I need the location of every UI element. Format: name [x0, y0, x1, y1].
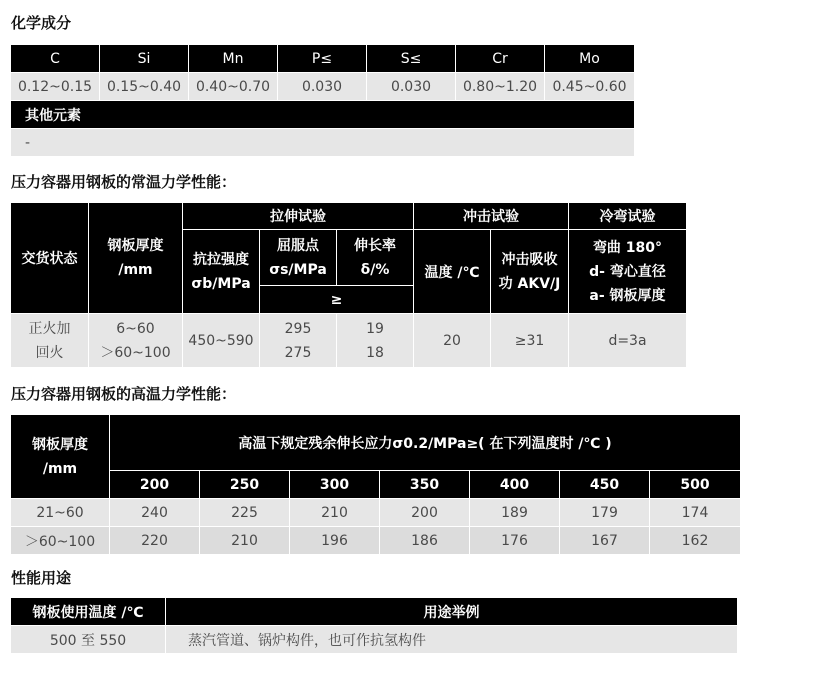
high-header-thickness [11, 415, 110, 499]
room-header-elong-line1: 伸长率 [354, 237, 396, 254]
room-cell-yield-line1: 295 [284, 320, 312, 337]
usage-cell-temp: 500 至 550 [11, 626, 166, 654]
room-header-absorb-line2: 功 AKV/J [498, 275, 561, 292]
high-header-temp-200: 200 [110, 471, 200, 499]
room-header-yield-line2: σs/MPa [269, 261, 327, 278]
room-cell-delivery-line2: 回火 [35, 344, 64, 361]
room-section-title: 压力容器用钢板的常温力学性能： [11, 173, 237, 191]
high-row1-value: 210 [290, 499, 380, 527]
high-row2-thickness: ＞60~100 [11, 527, 110, 555]
high-row1-thickness: 21~60 [11, 499, 110, 527]
room-cell-elong-line1: 19 [366, 320, 384, 337]
usage-table [10, 597, 738, 654]
room-header-impact: 冲击试验 [414, 203, 569, 230]
room-header-bend-line2: d- 弯心直径 [589, 263, 666, 280]
room-cell-bend: d=3a [569, 314, 687, 368]
high-header-temp-250: 250 [200, 471, 290, 499]
usage-header-use: 用途举例 [166, 598, 738, 626]
room-cell-elong [337, 314, 414, 368]
room-cell-thickness-line1: 6~60 [116, 320, 155, 337]
chem-value-si: 0.15~0.40 [100, 73, 189, 101]
chem-header-s: S≤ [367, 45, 456, 73]
chem-header-cr: Cr [456, 45, 545, 73]
high-row1-value: 225 [200, 499, 290, 527]
chem-section-title: 化学成分 [11, 14, 72, 32]
chem-other-value: - [11, 129, 635, 157]
high-header-temp-300: 300 [290, 471, 380, 499]
room-header-delivery: 交货状态 [11, 203, 89, 314]
usage-section-title: 性能用途 [11, 569, 72, 587]
high-row1-value: 240 [110, 499, 200, 527]
table-row [11, 527, 741, 555]
room-header-strength [183, 230, 260, 314]
high-row2-value: 176 [470, 527, 560, 555]
room-cell-yield [260, 314, 337, 368]
high-section-title: 压力容器用钢板的高温力学性能： [11, 385, 237, 403]
room-cell-temp: 20 [414, 314, 491, 368]
room-header-strength-line1: 抗拉强度 [193, 251, 249, 268]
chem-value-p: 0.030 [278, 73, 367, 101]
room-header-tensile: 拉伸试验 [183, 203, 414, 230]
room-header-bend-line3: a- 钢板厚度 [589, 287, 666, 304]
chem-value-mn: 0.40~0.70 [189, 73, 278, 101]
chem-value-c: 0.12~0.15 [11, 73, 100, 101]
room-header-temp: 温度 /℃ [414, 230, 491, 314]
chem-other-label: 其他元素 [11, 101, 635, 129]
usage-header-temp: 钢板使用温度 /℃ [11, 598, 166, 626]
room-cell-elong-line2: 18 [366, 344, 384, 361]
chem-value-mo: 0.45~0.60 [545, 73, 635, 101]
chem-table [10, 44, 635, 157]
room-header-elong [337, 230, 414, 286]
room-header-elong-line2: δ/% [360, 261, 390, 278]
room-header-bend: 冷弯试验 [569, 203, 687, 230]
high-row2-value: 220 [110, 527, 200, 555]
chem-header-si: Si [100, 45, 189, 73]
high-header-temp-400: 400 [470, 471, 560, 499]
room-header-strength-line2: σb/MPa [191, 275, 251, 292]
high-row1-value: 189 [470, 499, 560, 527]
high-header-temp-350: 350 [380, 471, 470, 499]
room-header-ge: ≥ [260, 286, 414, 314]
room-header-bend-line1: 弯曲 180° [592, 239, 663, 256]
chem-header-mn: Mn [189, 45, 278, 73]
room-cell-thickness-line2: ＞60~100 [100, 344, 171, 361]
room-table [10, 202, 687, 368]
room-cell-delivery [11, 314, 89, 368]
room-cell-absorb: ≥31 [491, 314, 569, 368]
high-header-thickness-line2: /mm [42, 460, 78, 477]
room-cell-yield-line2: 275 [284, 344, 312, 361]
room-header-absorb-line1: 冲击吸收 [501, 251, 558, 268]
high-row2-value: 167 [560, 527, 650, 555]
high-header-temp-500: 500 [650, 471, 741, 499]
room-header-yield [260, 230, 337, 286]
room-header-thickness-line1: 钢板厚度 [107, 238, 164, 254]
room-header-absorb [491, 230, 569, 314]
chem-header-c: C [11, 45, 100, 73]
room-header-thickness-line2: /mm [118, 262, 153, 278]
room-header-thickness [89, 203, 183, 314]
high-row2-value: 162 [650, 527, 741, 555]
high-row1-value: 200 [380, 499, 470, 527]
room-cell-delivery-line1: 正火加 [28, 320, 71, 337]
chem-value-cr: 0.80~1.20 [456, 73, 545, 101]
high-header-thickness-line1: 钢板厚度 [32, 436, 88, 453]
high-row2-value: 186 [380, 527, 470, 555]
room-header-yield-line1: 屈服点 [277, 237, 319, 254]
room-header-bend-detail [569, 230, 687, 314]
table-row [11, 499, 741, 527]
high-header-main: 高温下规定残余伸长应力σ0.2/MPa≥( 在下列温度时 /℃ ) [110, 415, 741, 471]
high-row2-value: 210 [200, 527, 290, 555]
high-table [10, 414, 741, 555]
high-header-temp-450: 450 [560, 471, 650, 499]
chem-header-p: P≤ [278, 45, 367, 73]
room-cell-thickness [89, 314, 183, 368]
usage-cell-use: 蒸汽管道、锅炉构件，也可作抗氢构件 [166, 626, 738, 654]
chem-value-s: 0.030 [367, 73, 456, 101]
room-cell-strength: 450~590 [183, 314, 260, 368]
chem-header-mo: Mo [545, 45, 635, 73]
high-row1-value: 179 [560, 499, 650, 527]
high-row2-value: 196 [290, 527, 380, 555]
high-row1-value: 174 [650, 499, 741, 527]
